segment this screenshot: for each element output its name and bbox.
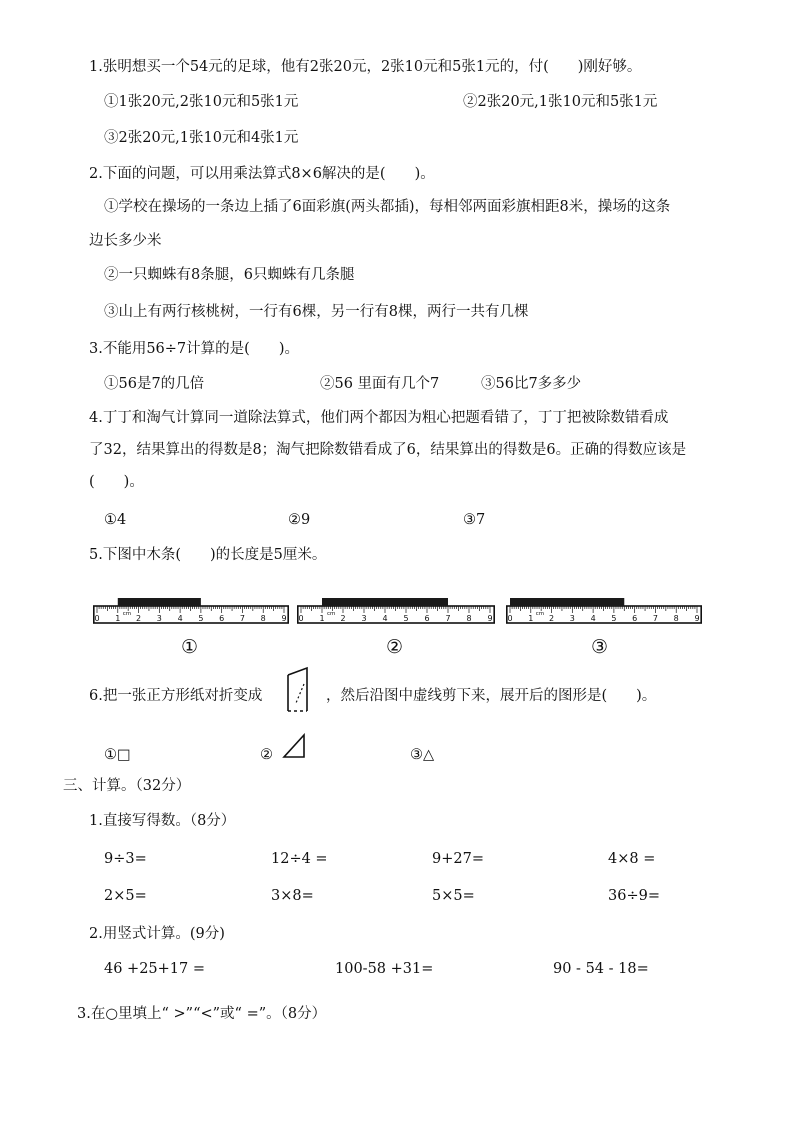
ruler-figure-1 [93,595,289,633]
q4-option-1: ①4 [104,512,127,528]
ruler-number: 9 [281,614,287,623]
wooden-bar [118,598,201,606]
ruler-number: 5 [611,614,617,623]
q6-option-1: ①□ [104,747,131,763]
ruler-1 [93,595,289,629]
ruler-number: 4 [382,614,388,623]
q1-option-3: ③2张20元,1张10元和4张1元 [104,130,299,146]
ruler-number: 5 [198,614,204,623]
ruler-number: 8 [673,614,679,623]
ruler-number: 4 [177,614,183,623]
calc-1-1: 9÷3= [104,851,147,867]
wooden-bar [322,598,448,606]
ruler-number: 0 [298,614,304,623]
ruler-number: 2 [340,614,346,623]
ruler-figure-2 [297,595,495,633]
ruler-number: 1 [319,614,325,623]
ruler-number: 3 [156,614,162,623]
ruler-number: 3 [361,614,367,623]
ruler-number: 1 [528,614,534,623]
calc-2-1: 2×5= [104,888,147,904]
ruler-number: 1 [115,614,121,623]
ruler-unit: cm [327,611,336,617]
q3-stem: 3.不能用56÷7计算的是( )。 [89,341,299,357]
ruler-number: 8 [260,614,266,623]
q3-option-2: ②56 里面有几个7 [320,376,440,392]
calc-2-3: 5×5= [432,888,475,904]
calc-2-4: 36÷9= [608,888,660,904]
vertical-calc-2: 100-58 +31= [335,961,434,977]
q6-stem-b: ，然后沿图中虚线剪下来，展开后的图形是( )。 [326,688,657,704]
calc-1-4: 4×8 = [608,851,656,867]
ruler-figure-3 [506,595,702,633]
ruler-number: 9 [694,614,700,623]
ruler-number: 7 [445,614,451,623]
q3-option-3: ③56比7多多少 [481,376,582,392]
section-3-part-3-title: 3.在○里填上“ >”“<”或“ =”。（8分） [77,1006,327,1022]
ruler-number: 3 [569,614,575,623]
ruler-number: 7 [239,614,245,623]
q4-line-3: ( )。 [89,474,144,490]
q1-option-1: ①1张20元,2张10元和5张1元 [104,94,299,110]
ruler-unit: cm [535,611,545,617]
calc-2-2: 3×8= [271,888,314,904]
ruler-number: 9 [487,614,493,623]
q2-option-2: ②一只蜘蛛有8条腿，6只蜘蛛有几条腿 [104,267,355,283]
right-triangle-icon [282,733,306,759]
section-3-title: 三、计算。（32分） [63,778,191,794]
q1-option-2: ②2张20元,1张10元和5张1元 [463,94,658,110]
q2-option-1-line-2: 边长多少米 [89,233,162,249]
section-3-part-1-title: 1.直接写得数。（8分） [89,813,236,829]
ruler-2 [297,595,495,629]
ruler-number: 6 [219,614,225,623]
calc-1-2: 12÷4 = [271,851,328,867]
ruler-number: 6 [632,614,638,623]
vertical-calc-3: 90 - 54 - 18= [553,961,649,977]
ruler-unit: cm [122,611,132,617]
q2-option-1-line-1: ①学校在操场的一条边上插了6面彩旗(两头都插)，每相邻两面彩旗相距8米，操场的这条 [104,199,671,215]
q6-option-3: ③△ [410,747,435,763]
vertical-calc-1: 46 +25+17 = [104,961,206,977]
ruler-number: 0 [94,614,100,623]
q6-stem-a: 6.把一张正方形纸对折变成 [89,688,263,704]
ruler-label-2: ② [386,636,404,658]
wooden-bar [510,598,624,606]
q4-option-2: ②9 [288,512,311,528]
folded-paper-icon [285,665,319,715]
ruler-number: 6 [424,614,430,623]
ruler-number: 8 [466,614,472,623]
ruler-number: 2 [549,614,555,623]
q4-line-1: 4.丁丁和淘气计算同一道除法算式，他们两个都因为粗心把题看错了，丁丁把被除数错看成 [89,410,669,426]
calc-1-3: 9+27= [432,851,484,867]
q4-option-3: ③7 [463,512,486,528]
q1-stem: 1.张明想买一个54元的足球，他有2张20元，2张10元和5张1元的，付( )刚好够。 [89,59,642,75]
ruler-number: 2 [136,614,142,623]
ruler-3 [506,595,702,629]
section-3-part-2-title: 2.用竖式计算。(9分) [89,926,225,942]
ruler-label-1: ① [181,636,199,658]
q2-option-3: ③山上有两行核桃树，一行有6棵，另一行有8棵，两行一共有几棵 [104,304,529,320]
q4-line-2: 了32，结果算出的得数是8；淘气把除数错看成了6，结果算出的得数是6。正确的得数应该是 [89,442,687,458]
ruler-number: 5 [403,614,409,623]
q2-stem: 2.下面的问题，可以用乘法算式8×6解决的是( )。 [89,166,435,182]
ruler-number: 4 [590,614,596,623]
ruler-number: 0 [507,614,513,623]
ruler-label-3: ③ [591,636,609,658]
q5-stem: 5.下图中木条( )的长度是5厘米。 [89,547,327,563]
q3-option-1: ①56是7的几倍 [104,376,205,392]
ruler-number: 7 [652,614,658,623]
q6-option-2: ② [260,747,273,763]
